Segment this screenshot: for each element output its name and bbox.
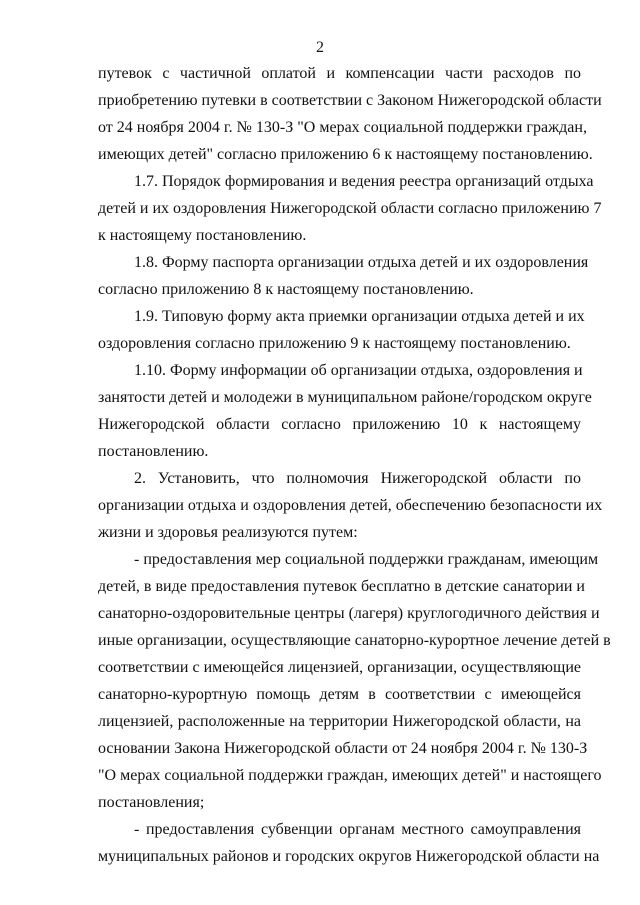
- text-line: - предоставления субвенции органам местного самоуправления: [134, 821, 581, 838]
- text-line: 1.9. Типовую форму акта приемки организации отдыха детей и их: [134, 308, 585, 325]
- text-line: 1.7. Порядок формирования и ведения реестра организаций отдыха: [134, 173, 594, 190]
- text-line: "О мерах социальной поддержки граждан, имеющих детей" и настоящего: [98, 767, 602, 784]
- text-line: лицензией, расположенные на территории Нижегородской области, на: [98, 713, 581, 730]
- text-line: иные организации, осуществляющие санаторно-курортное лечение детей в: [98, 632, 611, 649]
- document-body: [98, 60, 611, 870]
- text-line: 1.8. Форму паспорта организации отдыха детей и их оздоровления: [134, 254, 589, 271]
- text-line: детей и их оздоровления Нижегородской области согласно приложению 7: [98, 200, 602, 217]
- text-line: оздоровления согласно приложению 9 к настоящему постановлению.: [98, 335, 571, 352]
- text-line: муниципальных районов и городских округов Нижегородской области на: [98, 848, 600, 865]
- paragraph-p-2: [98, 465, 603, 546]
- text-line: 2. Установить, что полномочия Нижегородской области по: [134, 470, 581, 487]
- text-line: детей, в виде предоставления путевок бесплатно в детские санатории и: [98, 578, 585, 595]
- paragraph-p-cont: [98, 60, 602, 168]
- paragraph-p-1-10: [98, 357, 592, 465]
- text-line: постановлению.: [98, 443, 209, 460]
- text-line: организации отдыха и оздоровления детей, обеспечению безопасности их: [98, 497, 603, 514]
- text-line: жизни и здоровья реализуются путем:: [98, 524, 358, 541]
- text-line: путевок с частичной оплатой и компенсации части расходов по: [98, 65, 581, 82]
- page-number: 2: [316, 39, 324, 56]
- text-line: - предоставления мер социальной поддержки гражданам, имеющим: [134, 551, 599, 568]
- text-line: приобретению путевки в соответствии с Законом Нижегородской области: [98, 92, 602, 109]
- text-line: постановления;: [98, 794, 205, 811]
- paragraph-p-2-b: [98, 816, 600, 870]
- paragraph-p-1-7: [98, 168, 602, 249]
- text-line: санаторно-курортную помощь детям в соответствии с имеющейся: [98, 686, 581, 703]
- text-line: соответствии с имеющейся лицензией, организации, осуществляющие: [98, 659, 581, 676]
- text-line: имеющих детей" согласно приложению 6 к настоящему постановлению.: [98, 146, 593, 163]
- text-line: занятости детей и молодежи в муниципальном районе/городском округе: [98, 389, 592, 406]
- text-line: Нижегородской области согласно приложению 10 к настоящему: [98, 416, 581, 433]
- text-line: согласно приложению 8 к настоящему постановлению.: [98, 281, 474, 298]
- text-line: санаторно-оздоровительные центры (лагеря) круглогодичного действия и: [98, 605, 600, 622]
- text-line: к настоящему постановлению.: [98, 227, 307, 244]
- paragraph-p-1-9: [98, 303, 585, 357]
- text-line: основании Закона Нижегородской области от 24 ноября 2004 г. № 130-З: [98, 740, 588, 757]
- text-line: от 24 ноября 2004 г. № 130-З "О мерах социальной поддержки граждан,: [98, 119, 587, 136]
- paragraph-p-1-8: [98, 249, 589, 303]
- text-line: 1.10. Форму информации об организации отдыха, оздоровления и: [134, 362, 583, 379]
- paragraph-p-2-a: [98, 546, 611, 816]
